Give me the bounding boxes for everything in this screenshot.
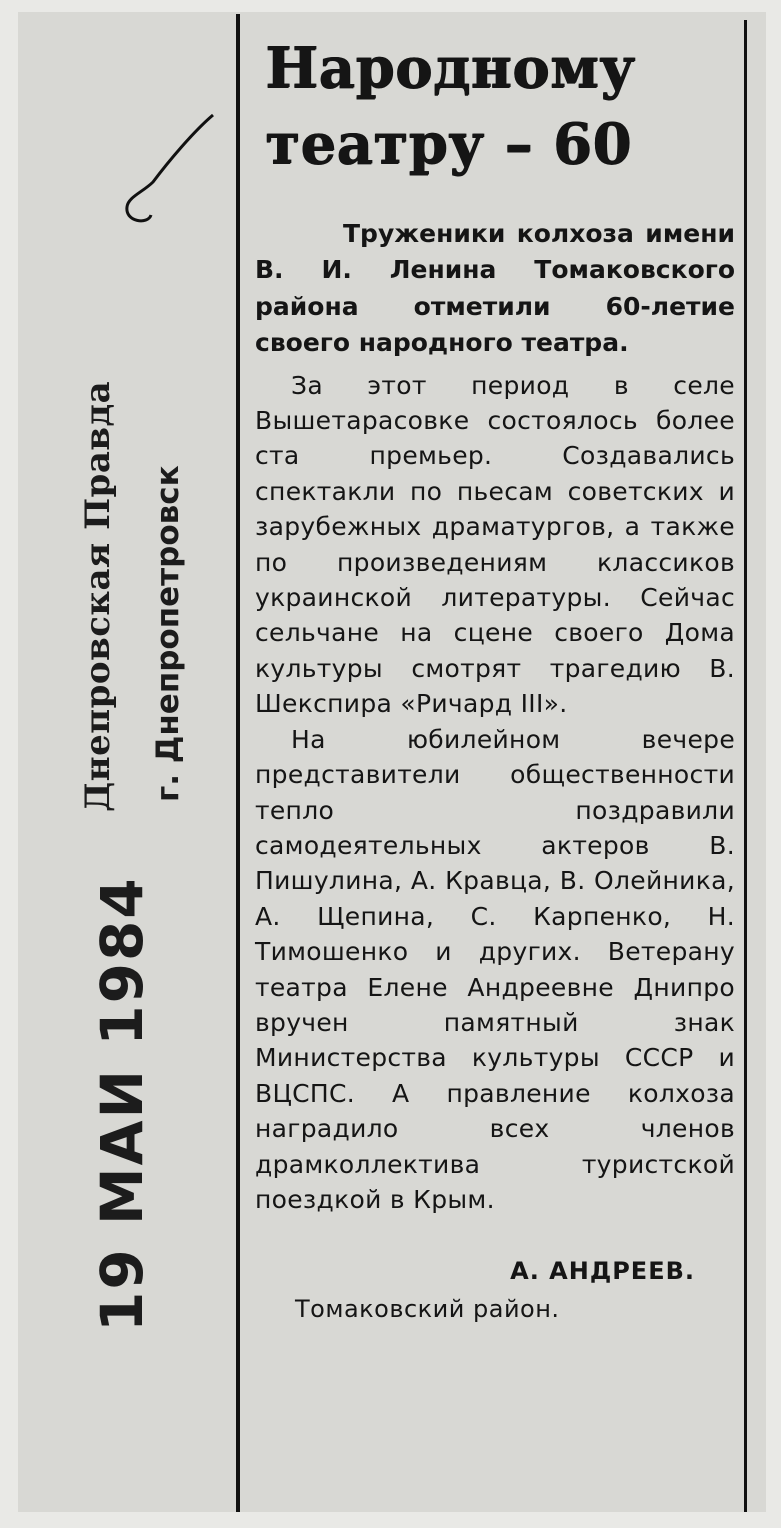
body-paragraph-2: На юбилейном вечере представители общественности тепло поздравили самодеятельных актеров В. Пишулина, А. Кравца, В. Олейника, А. Щепина, С. Карпенко, Н. Тимошенко и других. Ветерану театра Елене Андреевне Днипро вручен памятный знак Министерства культуры СССР и ВЦСПС. А правление колхоза наградило всех членов драмколлектива туристской поездкой в Крым.	[255, 724, 735, 1214]
headline-line-2: театру – 60	[265, 111, 632, 177]
author-signature: А. АНДРЕЕВ.	[510, 1257, 695, 1286]
left-column-rule	[236, 14, 240, 1512]
right-column-rule	[744, 20, 747, 1512]
headline	[265, 30, 735, 182]
author-place: Томаковский район.	[295, 1295, 560, 1324]
date-stamp: 19 МАИ 1984	[88, 876, 156, 1332]
lead-paragraph: Труженики колхоза имени В. И. Ленина Томаковского района отметили 60-летие своего народного театра.	[255, 219, 735, 358]
body-paragraph-1: За этот период в селе Вышетарасовке состоялось более ста премьер. Создавались спектакли по пьесам советских и зарубежных драматургов, а также по произведениям классиков украинской литературы. Сейчас сельчане на сцене своего Дома культуры смотрят трагедию В. Шекспира «Ричард III».	[255, 370, 735, 719]
newspaper-city: г. Днепропетровск	[150, 465, 186, 802]
headline-line-1: Народному	[265, 35, 636, 101]
newspaper-name: Днепровская Правда	[78, 380, 118, 812]
article	[255, 30, 735, 1323]
pen-scribble	[113, 107, 223, 247]
stamp-column	[18, 12, 238, 1512]
